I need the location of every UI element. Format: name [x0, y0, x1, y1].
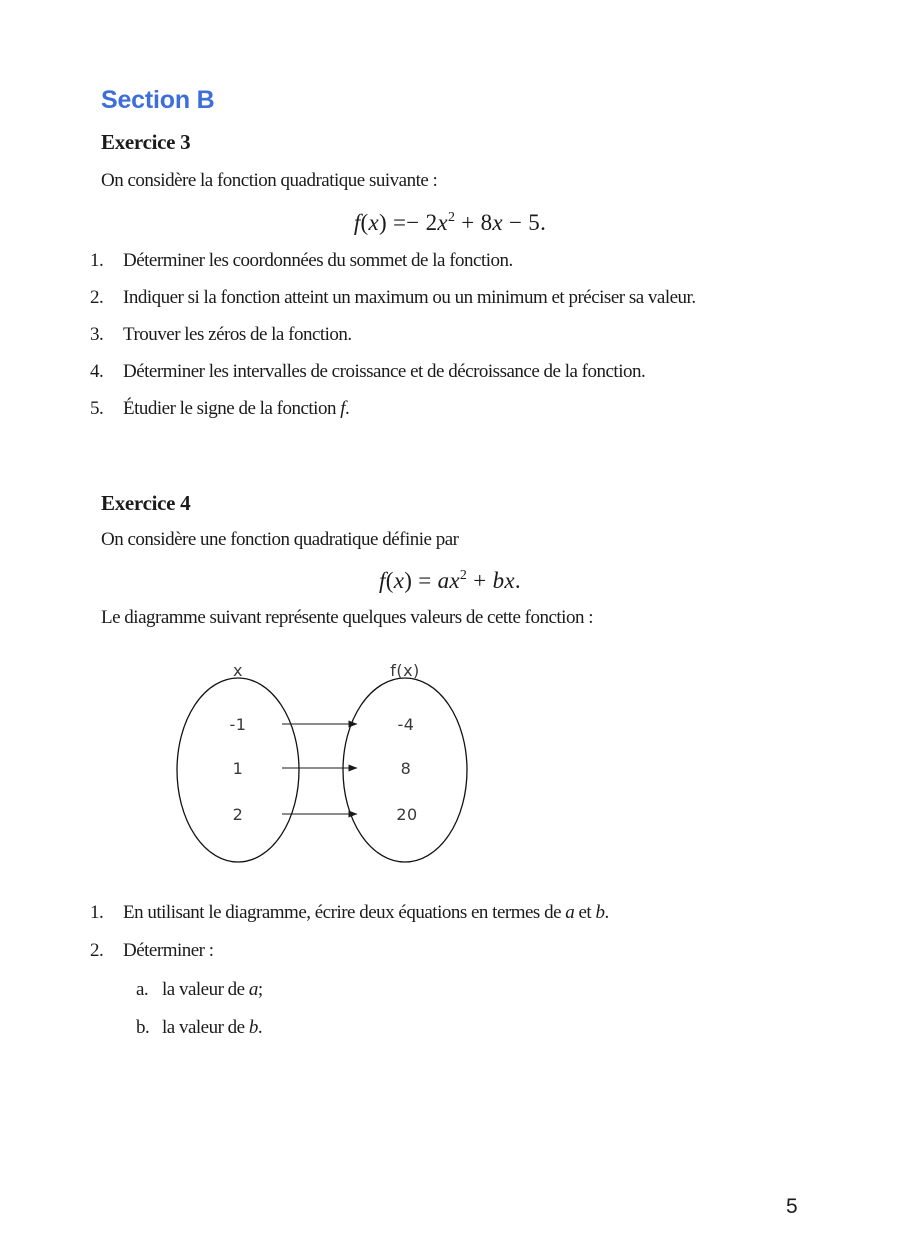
list-item-number: 1.	[90, 902, 104, 923]
range-value: 8	[400, 759, 412, 778]
list-item-number: 3.	[90, 324, 104, 345]
list-item	[90, 903, 609, 922]
sub-item-text: la valeur de a;	[162, 979, 263, 1000]
range-value: 20	[396, 805, 418, 824]
domain-value: 2	[232, 805, 244, 824]
exercise3-formula: $f(x) =- 2x^2 + 8x - 5$.	[353, 210, 547, 235]
domain-set-label: x	[233, 661, 243, 680]
page-number: 5	[786, 1195, 798, 1218]
list-item-number: 2.	[90, 287, 104, 308]
list-item-text: Indiquer si la fonction atteint un maximum ou un minimum et préciser sa valeur.	[123, 287, 696, 308]
list-item-number: 4.	[90, 361, 104, 382]
list-item-text: Étudier le signe de la fonction f.	[123, 398, 350, 419]
list-item-text: Déterminer :	[123, 940, 214, 961]
list-item-text: Trouver les zéros de la fonction.	[123, 324, 352, 345]
mapping-diagram	[160, 650, 480, 875]
list-item	[90, 362, 645, 381]
exercise4-caption: Le diagramme suivant représente quelques valeurs de cette fonction :	[101, 607, 593, 628]
section-heading: Section B	[101, 86, 215, 114]
list-item-number: 5.	[90, 398, 104, 419]
exercise4-formula: $f(x) = ax^2$ + bx.	[379, 568, 521, 593]
sub-list-item	[136, 1018, 262, 1037]
sub-item-text: la valeur de b.	[162, 1017, 263, 1038]
list-item	[90, 288, 696, 307]
exercise3-intro: On considère la fonction quadratique suivante :	[101, 170, 438, 191]
domain-value: -1	[229, 715, 247, 734]
sub-item-letter: b.	[136, 1017, 150, 1038]
list-item	[90, 325, 352, 344]
list-item-number: 1.	[90, 250, 104, 271]
exercise3-heading: Exercice 3	[101, 130, 191, 154]
domain-value: 1	[232, 759, 244, 778]
list-item	[90, 251, 513, 270]
list-item	[90, 941, 214, 960]
sub-list-item	[136, 980, 263, 999]
exercise4-heading: Exercice 4	[101, 491, 191, 515]
sub-item-letter: a.	[136, 979, 149, 1000]
range-set-label: f(x)	[390, 661, 420, 680]
exercise4-intro: On considère une fonction quadratique définie par	[101, 529, 459, 550]
range-value: -4	[397, 715, 415, 734]
list-item-text: En utilisant le diagramme, écrire deux équations en termes de a et b.	[123, 902, 609, 923]
list-item-text: Déterminer les intervalles de croissance et de décroissance de la fonction.	[123, 361, 646, 382]
list-item	[90, 399, 349, 418]
list-item-text: Déterminer les coordonnées du sommet de la fonction.	[123, 250, 513, 271]
list-item-number: 2.	[90, 940, 104, 961]
